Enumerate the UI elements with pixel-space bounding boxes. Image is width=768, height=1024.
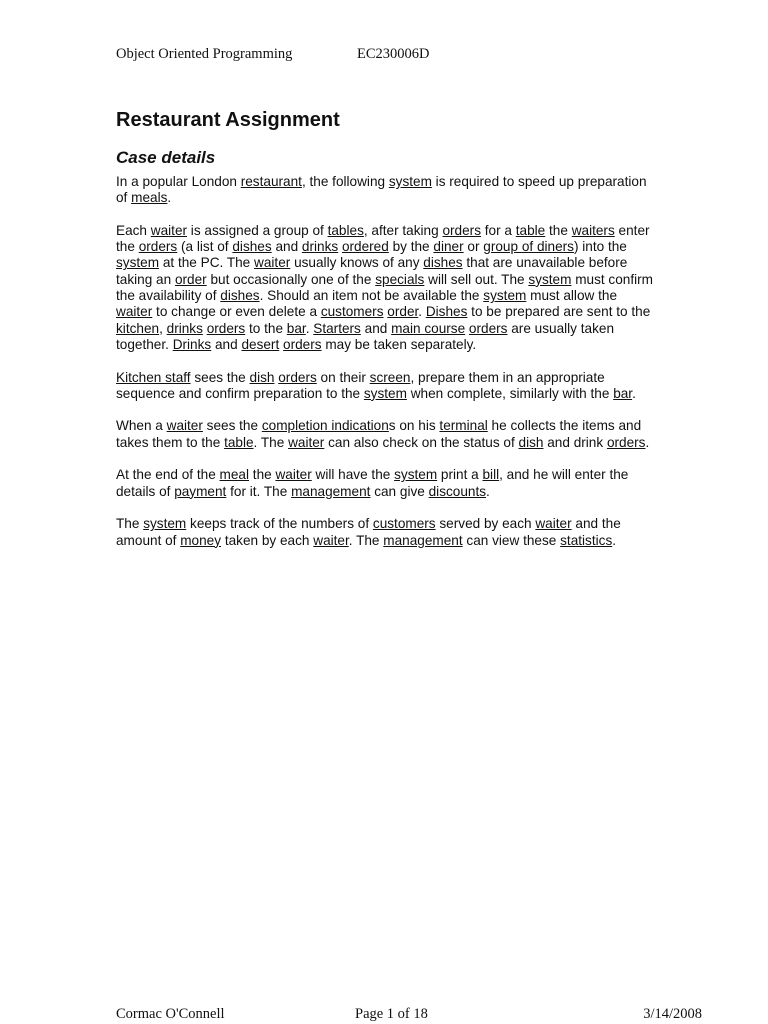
underlined-term: meals — [131, 190, 168, 206]
document-body — [116, 106, 656, 565]
text-run: The — [116, 516, 144, 532]
text-run: . — [305, 320, 314, 336]
underlined-term: customers — [372, 516, 436, 532]
underlined-term: waiter — [166, 418, 203, 434]
text-run: , prepare them in an appropriate sequence and confirm preparation to the — [116, 369, 605, 401]
paragraph — [116, 418, 656, 451]
underlined-term: management — [291, 483, 371, 499]
underlined-term: bar — [286, 320, 306, 336]
page-footer — [116, 1006, 702, 1024]
document-title: Restaurant Assignment — [116, 109, 340, 131]
underlined-term: system — [483, 288, 527, 304]
underlined-term: diner — [433, 239, 464, 255]
underlined-term: table — [224, 434, 254, 450]
underlined-term: waiter — [275, 467, 312, 483]
text-run: keeps track of the numbers of — [186, 516, 373, 532]
text-run: . Should an item not be available the — [259, 288, 484, 304]
text-run: enter the — [116, 222, 650, 255]
text-run: at the PC. The — [159, 255, 255, 271]
text-run: the — [545, 222, 572, 238]
underlined-term: restaurant — [240, 174, 302, 189]
text-run: and drink — [543, 434, 607, 450]
underlined-term: terminal — [439, 418, 488, 434]
text-run: and — [271, 239, 302, 255]
underlined-term: system — [116, 255, 160, 271]
underlined-term: waiter — [116, 304, 153, 320]
underlined-term: waiter — [535, 516, 572, 532]
underlined-term: screen — [369, 369, 411, 385]
text-run: for it. The — [226, 483, 292, 499]
underlined-term: dish — [249, 369, 275, 385]
text-run: can view these — [462, 532, 561, 548]
text-run: When a — [116, 418, 167, 434]
text-run: must confirm the availability of — [116, 271, 653, 304]
text-run: print a — [437, 467, 483, 483]
underlined-term: waiters — [571, 222, 615, 238]
text-run: is required to speed up preparation of — [116, 174, 647, 206]
text-run: taken by each — [221, 532, 314, 548]
underlined-term: meal — [219, 467, 250, 483]
underlined-term: drinks — [166, 320, 203, 336]
text-run: to change or even delete a — [152, 304, 321, 320]
underlined-term: waiter — [254, 255, 291, 271]
text-run: when complete, similarly with the — [406, 385, 614, 401]
text-run: . — [612, 532, 617, 548]
text-run: and the amount of — [116, 516, 621, 548]
underlined-term: management — [383, 532, 463, 548]
underlined-term: waiter — [288, 434, 325, 450]
text-run: is assigned a group of — [187, 222, 328, 238]
underlined-term: kitchen — [116, 320, 160, 336]
text-run: to the — [245, 320, 287, 336]
text-run: for a — [481, 222, 516, 238]
underlined-term: orders — [138, 239, 178, 255]
text-run: sees the — [190, 369, 250, 385]
underlined-term: orders — [468, 320, 508, 336]
underlined-term: drinks — [301, 239, 339, 255]
text-run: . The — [253, 434, 289, 450]
text-run: In a popular London — [116, 174, 241, 189]
underlined-term: bar — [613, 385, 633, 401]
underlined-term: main course — [391, 320, 466, 336]
text-run: can also check on the status of — [324, 434, 519, 450]
underlined-term: payment — [174, 483, 227, 499]
text-run: and — [211, 336, 242, 352]
section-heading: Case details — [116, 148, 216, 167]
underlined-term: system — [388, 174, 432, 189]
page-header — [116, 46, 430, 63]
footer-page-number: Page 1 of 18 — [355, 1006, 428, 1022]
underlined-term: dish — [518, 434, 544, 450]
text-run: to be prepared are sent to the — [467, 304, 651, 320]
text-run: or — [463, 239, 484, 255]
underlined-term: order — [174, 271, 207, 287]
underlined-term: Kitchen staff — [116, 369, 191, 385]
text-run: Each — [116, 222, 151, 238]
underlined-term: orders — [283, 336, 322, 352]
text-run: . — [167, 190, 172, 206]
underlined-term: orders — [442, 222, 481, 238]
underlined-term: desert — [241, 336, 280, 352]
underlined-term: ordered — [341, 239, 389, 255]
underlined-term: specials — [375, 271, 425, 287]
underlined-term: dishes — [423, 255, 463, 271]
text-run: , after taking — [363, 222, 443, 238]
text-run: s on his — [388, 418, 440, 434]
text-run: . The — [348, 532, 384, 548]
text-run: must allow the — [526, 288, 618, 304]
text-run: may be taken separately. — [321, 336, 477, 352]
underlined-term: completion indication — [261, 418, 389, 434]
underlined-term: table — [515, 222, 546, 238]
underlined-term: system — [143, 516, 187, 532]
text-run: and — [360, 320, 392, 336]
paragraph — [116, 467, 656, 500]
text-run: can give — [370, 483, 429, 499]
text-run: the — [249, 467, 276, 483]
underlined-term: Starters — [313, 320, 361, 336]
underlined-term: orders — [606, 434, 646, 450]
text-run: by the — [388, 239, 434, 255]
course-code: EC230006D — [357, 46, 430, 62]
underlined-term: bill — [482, 467, 500, 483]
underlined-term: waiter — [313, 532, 349, 548]
text-run: At the end of the — [116, 467, 220, 483]
underlined-term: discounts — [428, 483, 487, 499]
paragraph — [116, 174, 656, 207]
text-run: (a list of — [177, 239, 233, 255]
underlined-term: dishes — [220, 288, 260, 304]
text-run: . — [632, 385, 636, 401]
underlined-term: order — [387, 304, 419, 320]
text-run: on their — [316, 369, 370, 385]
underlined-term: tables — [327, 222, 364, 238]
underlined-term: Drinks — [172, 336, 212, 352]
underlined-term: Dishes — [425, 304, 468, 320]
text-run: that are unavailable before taking an — [116, 255, 628, 287]
underlined-term: orders — [206, 320, 246, 336]
paragraph — [116, 370, 656, 403]
text-run: , and he will enter the details of — [116, 467, 629, 499]
underlined-term: statistics — [560, 532, 613, 548]
underlined-term: waiter — [150, 222, 188, 238]
text-run: sees the — [202, 418, 262, 434]
text-run: served by each — [435, 516, 536, 532]
underlined-term: system — [394, 467, 438, 483]
text-run: will sell out. The — [424, 271, 529, 287]
underlined-term: money — [180, 532, 222, 548]
text-run: , — [159, 320, 167, 336]
underlined-term: orders — [278, 369, 317, 385]
paragraph-list — [116, 174, 656, 549]
text-run: . — [645, 434, 650, 450]
text-run: will have the — [311, 467, 395, 483]
text-run: . — [418, 304, 426, 320]
underlined-term: system — [528, 271, 572, 287]
underlined-term: dishes — [232, 239, 272, 255]
footer-author: Cormac O'Connell — [116, 1006, 225, 1022]
paragraph — [116, 223, 656, 353]
course-name: Object Oriented Programming — [116, 46, 293, 62]
text-run: . — [486, 483, 490, 499]
footer-date: 3/14/2008 — [643, 1006, 702, 1022]
underlined-term: system — [363, 385, 407, 401]
underlined-term: group of diners — [483, 239, 574, 255]
text-run: ) into the — [573, 239, 627, 255]
underlined-term: customers — [320, 304, 384, 320]
paragraph — [116, 516, 656, 549]
text-run: are usually taken together. — [116, 320, 614, 352]
text-run: he collects the items and takes them to the — [116, 418, 642, 450]
text-run: usually knows of any — [290, 255, 424, 271]
text-run: but occasionally one of the — [206, 271, 376, 287]
text-run: , the following — [301, 174, 389, 189]
